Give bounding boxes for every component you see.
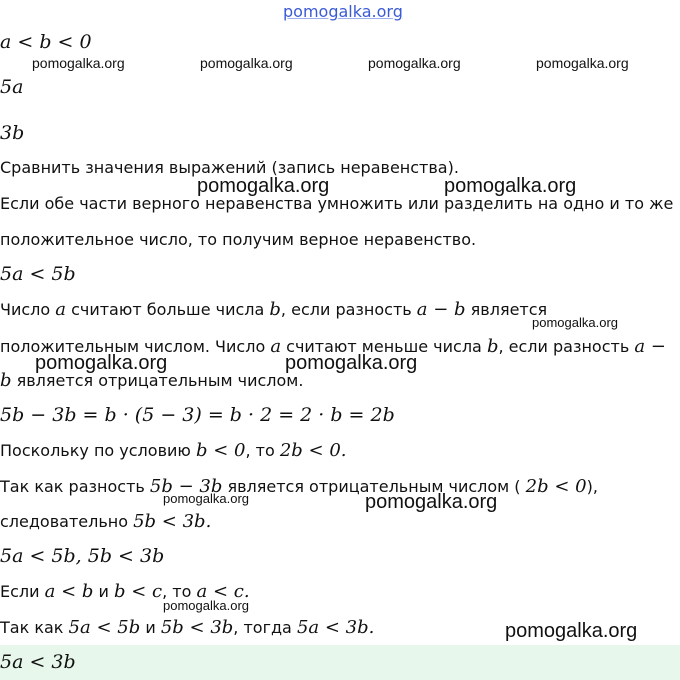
difference-negative-line: Так как разность 5b − 3b является отрицательным числом ( 2b < 0),: [0, 476, 598, 497]
expression-5a: 5a: [0, 76, 24, 98]
rule-text-1: Если обе части верного неравенства умножить или разделить на одно и то же: [0, 194, 674, 213]
watermark: pomogalka.org: [505, 620, 638, 642]
rule-text-2: положительное число, то получим верное неравенство.: [0, 230, 477, 249]
watermark: pomogalka.org: [163, 491, 249, 506]
watermark: pomogalka.org: [536, 55, 629, 71]
watermark: pomogalka.org: [444, 175, 577, 197]
inequality-5a-5b: 5a < 5b: [0, 263, 76, 285]
transitivity-line: Если a < b и b < c, то a < c.: [0, 581, 250, 602]
expression-3b: 3b: [0, 122, 25, 144]
conclusion-line: Так как 5a < 5b и 5b < 3b, тогда 5a < 3b.: [0, 617, 375, 638]
watermark: pomogalka.org: [532, 315, 618, 330]
watermark-top[interactable]: pomogalka.org: [283, 2, 403, 21]
watermark: pomogalka.org: [197, 175, 330, 197]
watermark: pomogalka.org: [32, 55, 125, 71]
two-inequalities: 5a < 5b, 5b < 3b: [0, 545, 165, 567]
watermark: pomogalka.org: [200, 55, 293, 71]
watermark: pomogalka.org: [285, 352, 418, 374]
condition-line: a < b < 0: [0, 31, 92, 53]
answer-text: 5a < 3b: [0, 651, 76, 673]
difference-calculation: 5b − 3b = b · (5 − 3) = b · 2 = 2 · b = 2b: [0, 404, 395, 426]
task-text: Сравнить значения выражений (запись неравенства).: [0, 158, 459, 177]
definition-line-1: Число a считают больше числа b, если разность a − b является: [0, 299, 548, 320]
watermark: pomogalka.org: [35, 352, 168, 374]
watermark: pomogalka.org: [163, 598, 249, 613]
since-condition-line: Поскольку по условию b < 0, то 2b < 0.: [0, 440, 347, 461]
definition-line-2: положительным числом. Число a считают меньше числа b, если разность a −: [0, 336, 666, 357]
watermark: pomogalka.org: [365, 491, 498, 513]
definition-line-3: b является отрицательным числом.: [0, 370, 304, 391]
watermark: pomogalka.org: [368, 55, 461, 71]
answer-box: [0, 645, 680, 680]
consequently-line: следовательно 5b < 3b.: [0, 511, 212, 532]
